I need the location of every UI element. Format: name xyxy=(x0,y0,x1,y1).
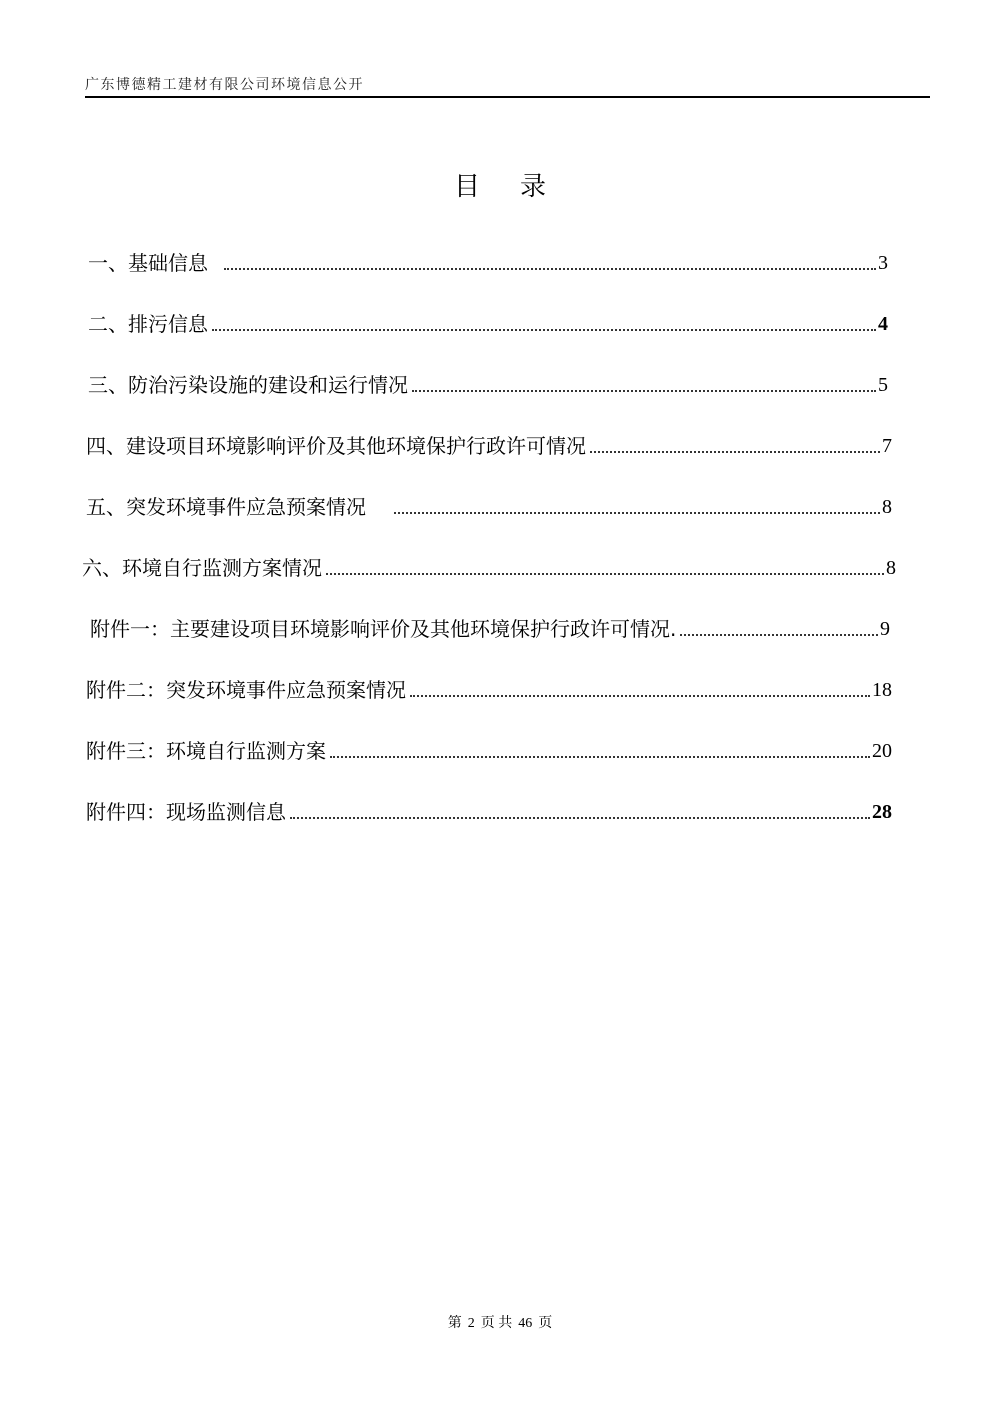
toc-leader-dots xyxy=(394,511,880,514)
toc-entry[interactable] xyxy=(88,368,888,398)
toc-entry-page: 18 xyxy=(872,679,892,701)
toc-entry-page: 7 xyxy=(882,435,892,457)
toc-leader-dots xyxy=(330,755,870,758)
toc-leader-dots xyxy=(412,389,876,392)
toc-entry-page: 9 xyxy=(880,618,890,640)
toc-entry-page: 8 xyxy=(886,557,896,579)
toc-entry-label: 二、排污信息 xyxy=(88,312,208,336)
page-header xyxy=(85,70,930,98)
toc-leader-dots xyxy=(212,328,876,331)
toc-entry[interactable] xyxy=(86,429,892,459)
toc-entry[interactable] xyxy=(88,246,888,276)
toc-leader-dots xyxy=(680,633,878,636)
toc-leader-dots xyxy=(326,572,884,575)
toc-entry[interactable] xyxy=(86,734,892,764)
toc-entry-label: 附件四：现场监测信息 xyxy=(86,800,286,824)
toc-entry-label: 附件一：主要建设项目环境影响评价及其他环境保护行政许可情况. xyxy=(90,617,677,641)
toc-entry[interactable] xyxy=(82,551,896,581)
toc-entry[interactable] xyxy=(88,307,888,337)
toc-leader-dots xyxy=(290,816,870,819)
header-title: 广东博德精工建材有限公司环境信息公开 xyxy=(85,77,364,93)
footer-suffix: 页 xyxy=(538,1316,553,1331)
toc-entry-label: 三、防治污染设施的建设和运行情况 xyxy=(88,373,408,397)
toc-entry-page: 28 xyxy=(872,801,892,823)
toc-leader-dots xyxy=(590,450,880,453)
toc-leader-dots xyxy=(410,694,870,697)
toc-entry[interactable] xyxy=(86,673,892,703)
toc-entry-label: 附件二：突发环境事件应急预案情况 xyxy=(86,678,406,702)
toc-entry-label: 四、建设项目环境影响评价及其他环境保护行政许可情况 xyxy=(86,434,586,458)
toc-entry-label: 一、基础信息 xyxy=(88,251,208,275)
toc-entry-page: 20 xyxy=(872,740,892,762)
page-footer xyxy=(0,1312,1000,1332)
toc-entry-label: 附件三：环境自行监测方案 xyxy=(86,739,326,763)
toc-entry[interactable] xyxy=(90,612,890,642)
toc-entry-page: 3 xyxy=(878,252,888,274)
toc-leader-dots xyxy=(224,267,876,270)
footer-middle: 页 共 xyxy=(480,1316,513,1331)
footer-current-page: 2 xyxy=(467,1316,475,1331)
toc-title: 目录 xyxy=(453,172,586,202)
toc-entry-page: 4 xyxy=(878,313,888,335)
footer-prefix: 第 xyxy=(447,1316,462,1331)
toc-entry-page: 5 xyxy=(878,374,888,396)
toc-entry-label: 五、突发环境事件应急预案情况 xyxy=(86,495,366,519)
toc-entry[interactable] xyxy=(86,490,892,520)
footer-total-pages: 46 xyxy=(518,1316,533,1331)
toc-entry[interactable] xyxy=(86,795,892,825)
toc-entry-label: 六、环境自行监测方案情况 xyxy=(82,556,322,580)
toc-entry-page: 8 xyxy=(882,496,892,518)
